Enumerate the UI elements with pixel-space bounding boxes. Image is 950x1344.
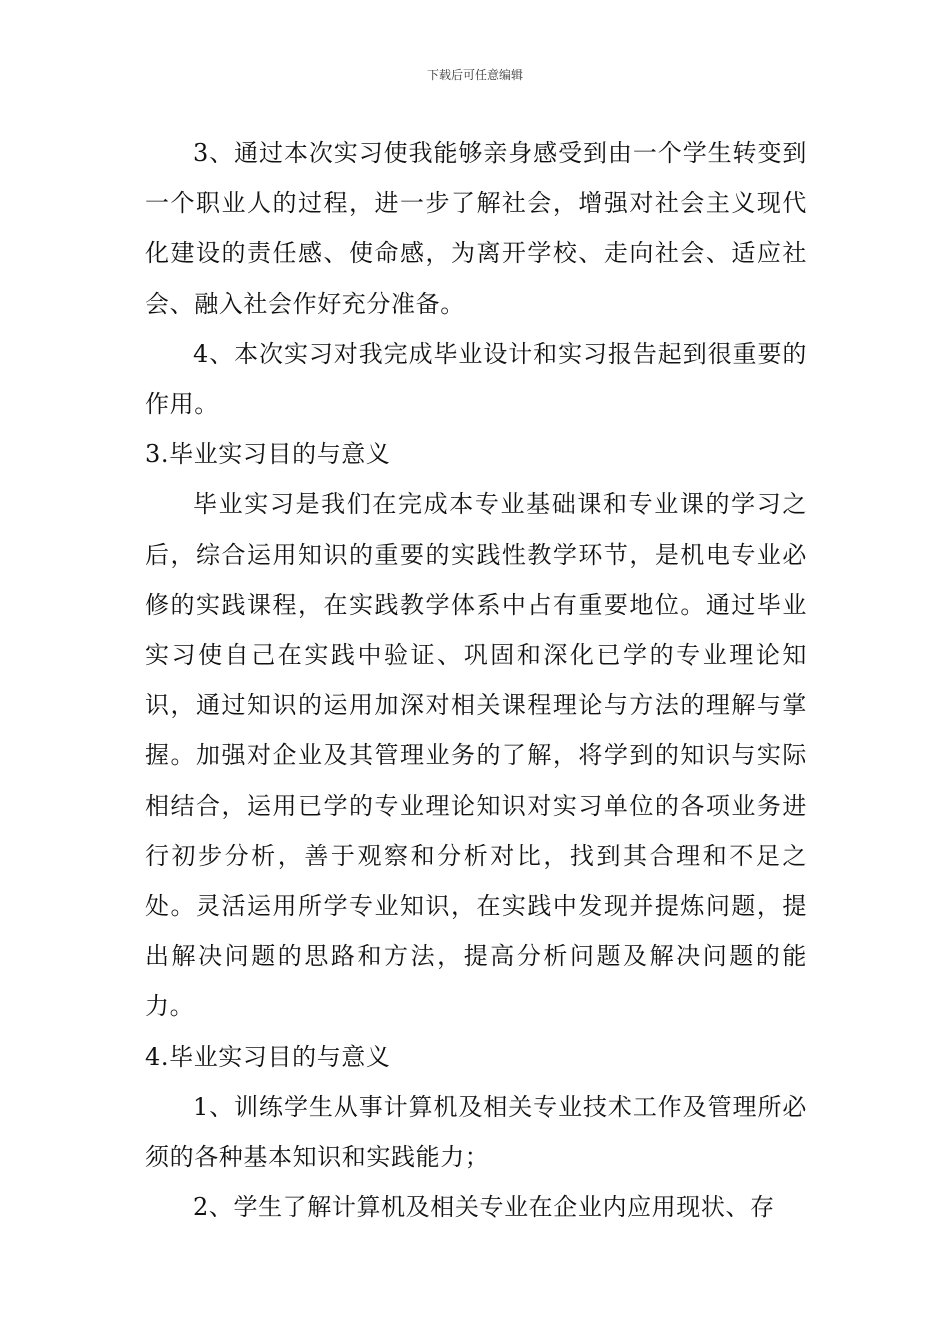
section-heading-3: 3.毕业实习目的与意义 (145, 440, 391, 469)
paragraph-item-1: 1、训练学生从事计算机及相关专业技术工作及管理所必须的各种基本知识和实践能力； (145, 1092, 807, 1172)
paragraph-purpose: 毕业实习是我们在完成本专业基础课和专业课的学习之后，综合运用知识的重要的实践性教学环节，是机电专业必修的实践课程，在实践教学体系中占有重要地位。通过毕业实习使自己在实践中验证、巩固和深化已学的专业理论知识，通过知识的运用加深对相关课程理论与方法的理解与掌握。加强对企业及其管理业务的了解，将学到的知识与实际相结合，运用已学的专业理论知识对实习单位的各项业务进行初步分析，善于观察和分析对比，找到其合理和不足之处。灵活运用所学专业知识，在实践中发现并提炼问题，提出解决问题的思路和方法，提高分析问题及解决问题的能力。 (145, 490, 807, 1021)
document-body (145, 128, 807, 1232)
paragraph-item-3: 3、通过本次实习使我能够亲身感受到由一个学生转变到一个职业人的过程，进一步了解社会，增强对社会主义现代化建设的责任感、使命感，为离开学校、走向社会、适应社会、融入社会作好充分准备。 (145, 139, 807, 318)
paragraph-item-4: 4、本次实习对我完成毕业设计和实习报告起到很重要的作用。 (145, 339, 807, 419)
section-heading-4: 4.毕业实习目的与意义 (145, 1042, 391, 1071)
page-header: 下载后可任意编辑 (426, 68, 523, 82)
paragraph-item-2: 2、学生了解计算机及相关专业在企业内应用现状、存 (193, 1193, 775, 1222)
